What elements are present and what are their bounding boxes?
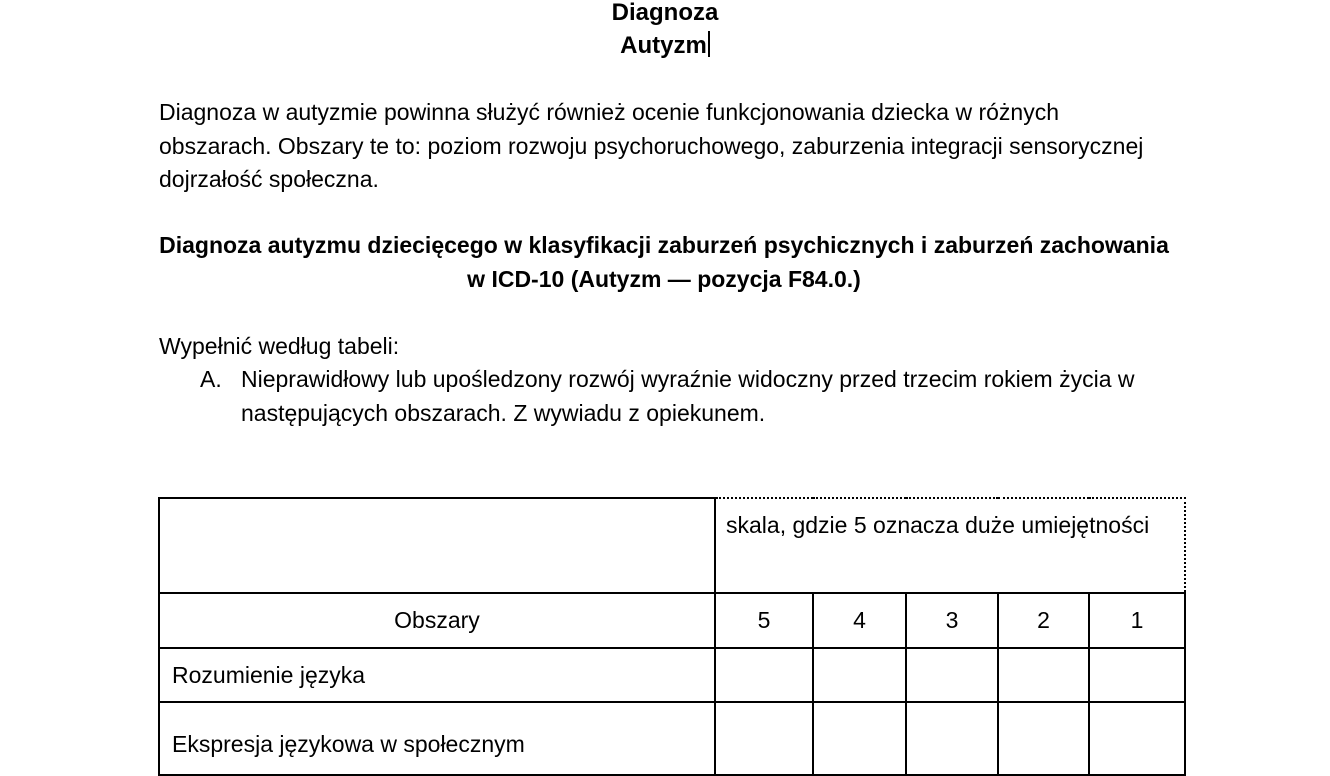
table-column-header-row — [159, 593, 1185, 648]
empty-header-cell — [159, 498, 715, 593]
area-column-header: Obszary — [159, 593, 715, 648]
table-header-row — [159, 498, 1185, 593]
score-cell[interactable] — [998, 702, 1089, 775]
list-item-text: Nieprawidłowy lub upośledzony rozwój wyraźnie widoczny przed trzecim rokiem życia w następujących obszarach. Z wywiadu z opiekunem. — [241, 366, 1135, 426]
score-column-2: 2 — [998, 593, 1089, 648]
area-cell: Rozumienie języka — [159, 648, 715, 702]
score-cell[interactable] — [813, 648, 906, 702]
assessment-table — [158, 497, 1186, 776]
table-row — [159, 648, 1185, 702]
score-cell[interactable] — [1089, 702, 1185, 775]
score-cell[interactable] — [1089, 648, 1185, 702]
scale-header-cell: skala, gdzie 5 oznacza duże umiejętności — [715, 498, 1185, 593]
section-heading: Diagnoza autyzmu dziecięcego w klasyfikacji zaburzeń psychicznych i zaburzeń zachowania w ICD-10 (Autyzm — pozycja F84.0.) — [159, 232, 1169, 292]
score-cell[interactable] — [906, 648, 998, 702]
intro-paragraph: Diagnoza w autyzmie powinna służyć również ocenie funkcjonowania dziecka w różnych obszarach. Obszary te to: poziom rozwoju psychoruchowego, zaburzenia integracji sensorycznej dojrzałość społeczna. — [159, 99, 1144, 192]
score-column-3: 3 — [906, 593, 998, 648]
table-row — [159, 702, 1185, 775]
document-subtitle[interactable] — [0, 30, 1330, 62]
instruction-label: Wypełnić według tabeli: — [159, 333, 400, 359]
score-cell[interactable] — [998, 648, 1089, 702]
score-cell[interactable] — [715, 648, 813, 702]
score-column-4: 4 — [813, 593, 906, 648]
area-cell: Ekspresja językowa w społecznym — [159, 702, 715, 775]
score-cell[interactable] — [906, 702, 998, 775]
score-column-1: 1 — [1089, 593, 1185, 648]
document-title: Diagnoza — [611, 0, 719, 26]
score-cell[interactable] — [715, 702, 813, 775]
text-cursor — [708, 31, 710, 57]
subtitle-text: Autyzm — [620, 32, 707, 59]
list-marker: A. — [200, 366, 222, 392]
score-column-5: 5 — [715, 593, 813, 648]
score-cell[interactable] — [813, 702, 906, 775]
